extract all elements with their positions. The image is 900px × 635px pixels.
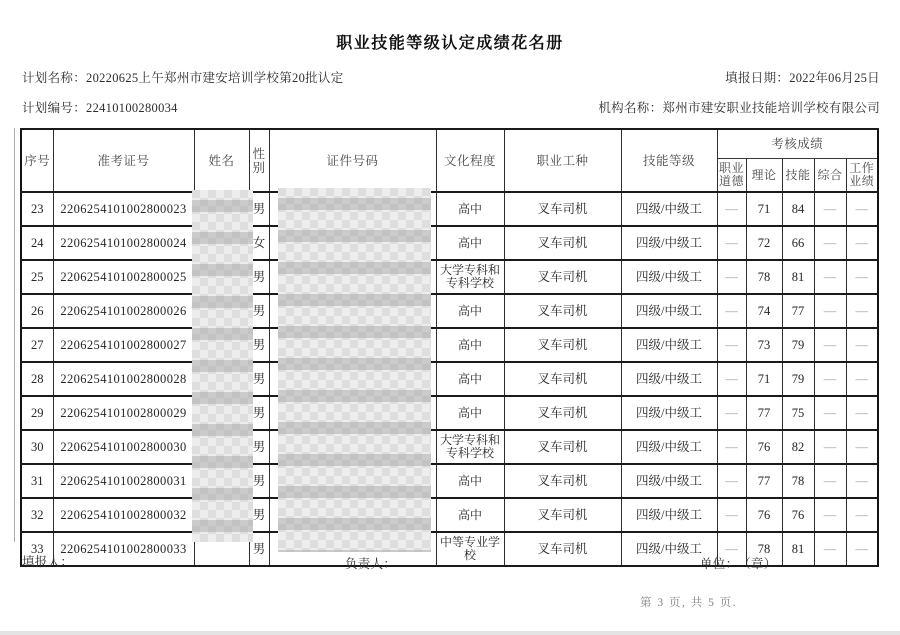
occupation-cell: 叉车司机 [504, 464, 621, 498]
gender-cell: 男 [249, 396, 269, 430]
education-cell: 高中 [436, 396, 504, 430]
header-id-number: 证件号码 [269, 129, 436, 192]
table-row [21, 430, 878, 464]
score-work-cell: — [846, 464, 878, 498]
score-ethics-cell: — [717, 192, 746, 226]
header-seq: 序号 [21, 129, 53, 192]
scan-edge-strip [0, 631, 900, 635]
occupation-cell: 叉车司机 [504, 396, 621, 430]
score-theory-cell: 71 [746, 362, 782, 396]
skill-level-cell: 四级/中级工 [621, 464, 717, 498]
seq-cell: 27 [21, 328, 53, 362]
score-ethics-cell: — [717, 498, 746, 532]
score-skill-cell: 75 [782, 396, 814, 430]
score-ethics-cell: — [717, 328, 746, 362]
score-theory-cell: 77 [746, 464, 782, 498]
skill-level-cell: 四级/中级工 [621, 294, 717, 328]
score-comprehensive-cell: — [814, 328, 846, 362]
score-skill-cell: 84 [782, 192, 814, 226]
education-cell: 中等专业学校 [436, 532, 504, 566]
table-row [21, 260, 878, 294]
score-theory-cell: 72 [746, 226, 782, 260]
occupation-cell: 叉车司机 [504, 430, 621, 464]
occupation-cell: 叉车司机 [504, 226, 621, 260]
plan-code-label: 计划编号： [22, 101, 87, 115]
page-number-info: 第 3 页, 共 5 页. [640, 597, 738, 609]
header-occupation: 职业工种 [504, 129, 621, 192]
header-gender: 性别 [249, 129, 269, 192]
score-skill-cell: 79 [782, 328, 814, 362]
score-theory-cell: 74 [746, 294, 782, 328]
score-work-cell: — [846, 362, 878, 396]
redaction-mosaic-ids [278, 188, 431, 552]
ticket-cell: 2206254101002800024 [53, 226, 194, 260]
ticket-cell: 2206254101002800032 [53, 498, 194, 532]
plan-code-line [22, 98, 178, 116]
seal-label: （章） [744, 557, 777, 571]
header-ticket: 准考证号 [53, 129, 194, 192]
gender-cell: 女 [249, 226, 269, 260]
ticket-cell: 2206254101002800033 [53, 532, 194, 566]
skill-level-cell: 四级/中级工 [621, 362, 717, 396]
header-scores-group: 考核成绩 [717, 129, 878, 159]
score-skill-cell: 82 [782, 430, 814, 464]
ticket-cell: 2206254101002800027 [53, 328, 194, 362]
header-education: 文化程度 [436, 129, 504, 192]
skill-level-cell: 四级/中级工 [621, 328, 717, 362]
score-work-cell: — [846, 260, 878, 294]
score-ethics-cell: — [717, 260, 746, 294]
unit-seal-line [700, 554, 777, 572]
score-work-cell: — [846, 294, 878, 328]
plan-name-label: 计划名称： [22, 71, 87, 85]
redaction-mosaic-names [192, 190, 253, 542]
education-cell: 大学专科和专科学校 [436, 430, 504, 464]
ticket-cell: 2206254101002800030 [53, 430, 194, 464]
occupation-cell: 叉车司机 [504, 328, 621, 362]
plan-name-line [22, 68, 344, 86]
report-date-value: 2022年06月25日 [789, 71, 880, 85]
seq-cell: 23 [21, 192, 53, 226]
education-cell: 高中 [436, 294, 504, 328]
responsible-label: 负责人： [345, 557, 397, 571]
score-comprehensive-cell: — [814, 498, 846, 532]
score-skill-cell: 66 [782, 226, 814, 260]
score-theory-cell: 76 [746, 498, 782, 532]
score-skill-cell: 76 [782, 498, 814, 532]
report-date-label: 填报日期： [725, 71, 790, 85]
skill-level-cell: 四级/中级工 [621, 430, 717, 464]
header-score-ethics: 职业道德 [717, 159, 746, 193]
score-work-cell: — [846, 226, 878, 260]
occupation-cell: 叉车司机 [504, 192, 621, 226]
gender-cell: 男 [249, 498, 269, 532]
score-theory-cell: 73 [746, 328, 782, 362]
seq-cell: 26 [21, 294, 53, 328]
education-cell: 高中 [436, 226, 504, 260]
score-ethics-cell: — [717, 532, 746, 566]
plan-name-value: 20220625上午郑州市建安培训学校第20批认定 [86, 71, 344, 85]
occupation-cell: 叉车司机 [504, 498, 621, 532]
occupation-cell: 叉车司机 [504, 294, 621, 328]
gender-cell: 男 [249, 260, 269, 294]
score-comprehensive-cell: — [814, 260, 846, 294]
score-skill-cell: 79 [782, 362, 814, 396]
unit-label: 单位： [700, 557, 739, 571]
table-row [21, 464, 878, 498]
score-theory-cell: 77 [746, 396, 782, 430]
org-name-value: 郑州市建安职业技能培训学校有限公司 [662, 101, 880, 115]
score-comprehensive-cell: — [814, 464, 846, 498]
plan-code-value: 22410100280034 [86, 101, 178, 115]
header-score-comprehensive: 综合 [814, 159, 846, 193]
score-comprehensive-cell: — [814, 396, 846, 430]
score-ethics-cell: — [717, 226, 746, 260]
score-comprehensive-cell: — [814, 362, 846, 396]
report-date-line [725, 68, 880, 86]
roster-table [20, 128, 879, 567]
skill-level-cell: 四级/中级工 [621, 532, 717, 566]
score-work-cell: — [846, 192, 878, 226]
score-ethics-cell: — [717, 464, 746, 498]
score-ethics-cell: — [717, 430, 746, 464]
seq-cell: 25 [21, 260, 53, 294]
skill-level-cell: 四级/中级工 [621, 226, 717, 260]
table-row [21, 396, 878, 430]
org-name-label: 机构名称： [598, 101, 663, 115]
score-comprehensive-cell: — [814, 192, 846, 226]
skill-level-cell: 四级/中级工 [621, 498, 717, 532]
score-comprehensive-cell: — [814, 226, 846, 260]
score-work-cell: — [846, 498, 878, 532]
gender-cell: 男 [249, 532, 269, 566]
skill-level-cell: 四级/中级工 [621, 260, 717, 294]
gender-cell: 男 [249, 464, 269, 498]
gender-cell: 男 [249, 192, 269, 226]
score-work-cell: — [846, 532, 878, 566]
ticket-cell: 2206254101002800028 [53, 362, 194, 396]
table-row [21, 328, 878, 362]
education-cell: 大学专科和专科学校 [436, 260, 504, 294]
seq-cell: 28 [21, 362, 53, 396]
score-theory-cell: 76 [746, 430, 782, 464]
table-row [21, 498, 878, 532]
score-ethics-cell: — [717, 362, 746, 396]
score-skill-cell: 81 [782, 532, 814, 566]
table-row [21, 362, 878, 396]
score-comprehensive-cell: — [814, 532, 846, 566]
score-work-cell: — [846, 430, 878, 464]
education-cell: 高中 [436, 328, 504, 362]
ticket-cell: 2206254101002800026 [53, 294, 194, 328]
filler-label: 填报人： [22, 555, 74, 569]
score-comprehensive-cell: — [814, 294, 846, 328]
header-skill-level: 技能等级 [621, 129, 717, 192]
score-skill-cell: 77 [782, 294, 814, 328]
gender-cell: 男 [249, 328, 269, 362]
table-row [21, 226, 878, 260]
header-score-theory: 理论 [746, 159, 782, 193]
score-skill-cell: 78 [782, 464, 814, 498]
education-cell: 高中 [436, 464, 504, 498]
score-theory-cell: 71 [746, 192, 782, 226]
page-title: 职业技能等级认定成绩花名册 [336, 35, 564, 52]
seq-cell: 29 [21, 396, 53, 430]
score-ethics-cell: — [717, 396, 746, 430]
education-cell: 高中 [436, 192, 504, 226]
seq-cell: 33 [21, 532, 53, 566]
occupation-cell: 叉车司机 [504, 532, 621, 566]
seq-cell: 31 [21, 464, 53, 498]
seq-cell: 32 [21, 498, 53, 532]
occupation-cell: 叉车司机 [504, 362, 621, 396]
score-ethics-cell: — [717, 294, 746, 328]
score-skill-cell: 81 [782, 260, 814, 294]
score-work-cell: — [846, 396, 878, 430]
header-score-work: 工作业绩 [846, 159, 878, 193]
ticket-cell: 2206254101002800029 [53, 396, 194, 430]
education-cell: 高中 [436, 498, 504, 532]
header-score-skill: 技能 [782, 159, 814, 193]
gender-cell: 男 [249, 430, 269, 464]
occupation-cell: 叉车司机 [504, 260, 621, 294]
seq-cell: 30 [21, 430, 53, 464]
table-row [21, 294, 878, 328]
header-name: 姓名 [194, 129, 249, 192]
ticket-cell: 2206254101002800023 [53, 192, 194, 226]
score-work-cell: — [846, 328, 878, 362]
gender-cell: 男 [249, 362, 269, 396]
skill-level-cell: 四级/中级工 [621, 192, 717, 226]
gender-cell: 男 [249, 294, 269, 328]
ticket-cell: 2206254101002800025 [53, 260, 194, 294]
skill-level-cell: 四级/中级工 [621, 396, 717, 430]
seq-cell: 24 [21, 226, 53, 260]
score-theory-cell: 78 [746, 260, 782, 294]
table-row [21, 192, 878, 226]
education-cell: 高中 [436, 362, 504, 396]
score-comprehensive-cell: — [814, 430, 846, 464]
org-name-line [598, 98, 880, 116]
score-theory-cell: 78 [746, 532, 782, 566]
ticket-cell: 2206254101002800031 [53, 464, 194, 498]
